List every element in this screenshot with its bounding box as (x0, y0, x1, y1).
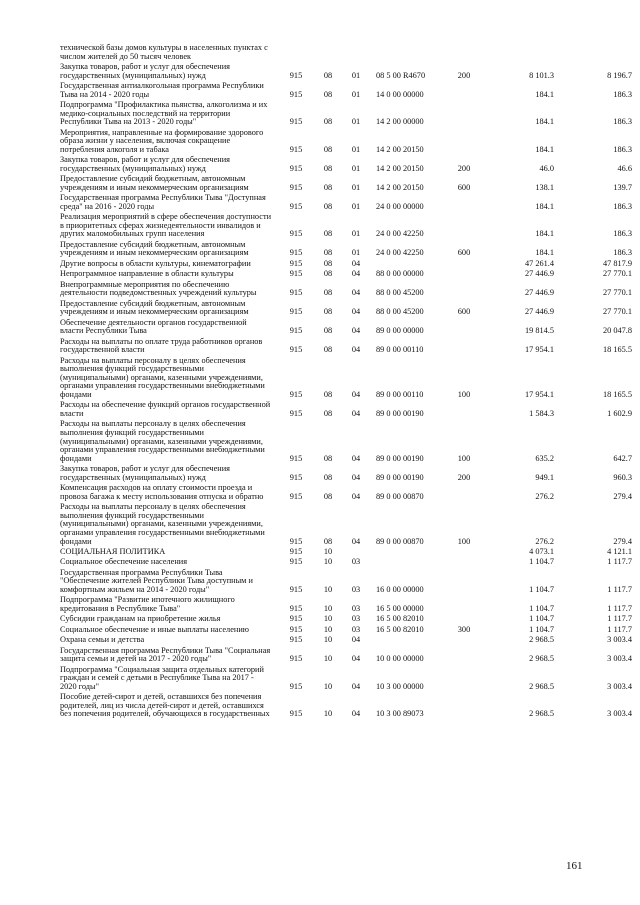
amount-year-1: 2 968.5 (529, 709, 554, 719)
amount-year-2: 20 047.8 (602, 326, 632, 336)
expense-type-code: 600 (457, 182, 471, 192)
amount-year-1: 27 446.9 (524, 288, 554, 298)
ministry-code: 915 (289, 163, 303, 173)
ministry-code: 915 (289, 584, 303, 594)
row-name-line: Предоставление субсидий бюджетным, автономным (60, 174, 246, 184)
row-name (60, 260, 282, 269)
row-name-line: кредитования в Республике Тыва" (60, 603, 181, 613)
row-name-line: фондами (60, 389, 92, 399)
row-name-line: Закупка товаров, работ и услуг для обеспечения (60, 155, 230, 165)
amount-year-2: 186.3 (613, 117, 632, 127)
ministry-code: 915 (289, 614, 303, 624)
target-article-code: 89 0 00 00190 (376, 453, 424, 463)
row-name-line: фондами (60, 536, 92, 546)
row-name-line: Непрограммное направление в области культуры (60, 269, 234, 279)
row-name-line: Субсидии гражданам на приобретение жилья (60, 614, 221, 624)
section-code: 08 (323, 389, 333, 399)
amount-year-1: 2 968.5 (529, 681, 554, 691)
row-name-line: Компенсация расходов на оплату стоимости проезда и (60, 483, 253, 493)
ministry-code: 915 (289, 624, 303, 634)
ministry-code: 915 (289, 144, 303, 154)
amount-year-2: 3 003.4 (607, 635, 632, 645)
row-name-line: образа жизни у населения, включая сокращение (60, 136, 231, 146)
subsection-code: 04 (351, 709, 361, 719)
amount-year-2: 279.4 (613, 491, 632, 501)
row-name-line: без попечения родителей, обучающихся в государственных (60, 709, 270, 719)
row-name (60, 615, 282, 624)
subsection-code: 04 (351, 389, 361, 399)
row-name-line: комфортным жильем на 2014 - 2020 годы" (60, 584, 210, 594)
amount-year-1: 19 814.5 (524, 326, 554, 336)
row-name-line: в приоритетных сферах жизнедеятельности инвалидов и (60, 220, 261, 230)
row-name-line: Охрана семьи и детства (60, 635, 145, 645)
ministry-code: 915 (289, 182, 303, 192)
row-name-line: Государственная программа Республики Тыва "Доступная (60, 193, 266, 203)
amount-year-1: 27 446.9 (524, 307, 554, 317)
expense-type-code: 600 (457, 248, 471, 258)
row-name-line: технической базы домов культуры в населенных пунктах с (60, 43, 268, 52)
section-code: 08 (323, 453, 333, 463)
row-name-line: потребления алкоголя и табака (60, 144, 169, 154)
amount-year-2: 46.6 (617, 163, 632, 173)
subsection-code: 01 (351, 229, 361, 239)
amount-year-2: 186.3 (613, 144, 632, 154)
row-name-line: провоза багажа к месту использования отпуска и обратно (60, 491, 264, 501)
subsection-code: 03 (351, 624, 361, 634)
row-name-line: учреждениям и иным некоммерческим организациям (60, 307, 249, 317)
subsection-code: 01 (351, 117, 361, 127)
section-code: 08 (323, 345, 333, 355)
row-name (60, 281, 282, 298)
expense-type-code: 100 (457, 536, 471, 546)
row-name-line: Государственная программа Республики Тыва (60, 567, 223, 577)
row-name-line: выполнения функций государственными (60, 427, 204, 437)
target-article-code: 14 2 00 20150 (376, 182, 424, 192)
amount-year-1: 1 104.7 (529, 557, 554, 567)
section-code: 08 (323, 536, 333, 546)
subsection-code: 04 (351, 345, 361, 355)
ministry-code: 915 (289, 288, 303, 298)
row-name-line: Внепрограммные мероприятия по обеспечению (60, 279, 230, 289)
amount-year-2: 4 121.1 (607, 547, 632, 556)
subsection-code: 04 (351, 635, 361, 645)
row-name-line: (муниципальными) органами, казенными учреждениями, (60, 519, 263, 529)
row-name-line: Государственная антиалкогольная программа Республики (60, 81, 264, 90)
section-code: 08 (323, 201, 333, 211)
section-code: 10 (323, 614, 333, 624)
row-name-line: 2020 годы" (60, 681, 99, 691)
amount-year-2: 27 770.1 (602, 269, 632, 279)
target-article-code: 10 3 00 00000 (376, 681, 424, 691)
row-name (60, 156, 282, 173)
ministry-code: 915 (289, 248, 303, 258)
ministry-code: 915 (289, 70, 303, 80)
target-article-code: 88 0 00 00000 (376, 269, 424, 279)
amount-year-2: 186.3 (613, 89, 632, 99)
target-article-code: 10 0 00 00000 (376, 654, 424, 664)
amount-year-1: 184.1 (535, 248, 554, 258)
section-code: 10 (323, 547, 333, 556)
amount-year-1: 8 101.3 (529, 70, 554, 80)
row-name-line: государственной власти (60, 345, 145, 355)
expense-type-code: 300 (457, 624, 471, 634)
amount-year-1: 1 104.7 (529, 584, 554, 594)
section-code: 08 (323, 89, 333, 99)
target-article-code: 10 3 00 89073 (376, 709, 424, 719)
row-name-line: Государственная программа Республики Тыва "Социальная (60, 645, 271, 655)
subsection-code: 04 (351, 536, 361, 546)
row-name-line: Закупка товаров, работ и услуг для обеспечения (60, 62, 230, 71)
amount-year-1: 46.0 (539, 163, 554, 173)
ministry-code: 915 (289, 345, 303, 355)
amount-year-1: 2 968.5 (529, 654, 554, 664)
amount-year-1: 17 954.1 (524, 345, 554, 355)
row-name (60, 44, 282, 61)
row-name-line: СОЦИАЛЬНАЯ ПОЛИТИКА (60, 547, 166, 556)
row-name-line: Расходы на выплаты персоналу в целях обеспечения (60, 502, 246, 512)
row-name (60, 194, 282, 211)
amount-year-2: 18 165.5 (602, 345, 632, 355)
amount-year-1: 4 073.1 (529, 547, 554, 556)
target-article-code: 24 0 00 00000 (376, 201, 424, 211)
amount-year-2: 186.3 (613, 201, 632, 211)
row-name-line: государственных (муниципальных) нужд (60, 70, 206, 80)
row-name-line: органами управления государственными внебюджетными (60, 445, 265, 455)
row-name-line: государственных (муниципальных) нужд (60, 472, 206, 482)
amount-year-1: 27 446.9 (524, 269, 554, 279)
row-name-line: учреждениям и иным некоммерческим организациям (60, 248, 249, 258)
amount-year-2: 1 117.7 (607, 614, 632, 624)
target-article-code: 89 0 00 00190 (376, 472, 424, 482)
target-article-code: 89 0 00 00870 (376, 491, 424, 501)
expense-type-code: 100 (457, 389, 471, 399)
row-name (60, 300, 282, 317)
subsection-code: 04 (351, 472, 361, 482)
section-code: 08 (323, 182, 333, 192)
row-name (60, 82, 282, 99)
ministry-code: 915 (289, 453, 303, 463)
amount-year-1: 184.1 (535, 144, 554, 154)
section-code: 08 (323, 491, 333, 501)
subsection-code: 01 (351, 163, 361, 173)
row-name (60, 175, 282, 192)
row-name (60, 420, 282, 463)
target-article-code: 14 2 00 00000 (376, 117, 424, 127)
amount-year-2: 1 117.7 (607, 557, 632, 567)
section-code: 10 (323, 654, 333, 664)
amount-year-2: 1 602.9 (607, 408, 632, 418)
row-name-line: выполнения функций государственными (60, 510, 204, 520)
target-article-code: 88 0 00 45200 (376, 288, 424, 298)
row-name-line: Тыва на 2014 - 2020 годы (60, 89, 150, 99)
row-name-line: Подпрограмма "Профилактика пьянства, алкоголизма и их (60, 100, 268, 109)
row-name-line: Расходы на обеспечение функций органов государственной (60, 400, 271, 410)
row-name (60, 636, 282, 645)
amount-year-2: 18 165.5 (602, 389, 632, 399)
subsection-code: 04 (351, 681, 361, 691)
row-name-line: деятельности подведомственных учреждений культуры (60, 288, 257, 298)
row-name-line: учреждениям и иным некоммерческим организациям (60, 182, 249, 192)
target-article-code: 88 0 00 45200 (376, 307, 424, 317)
ministry-code: 915 (289, 709, 303, 719)
row-name-line: защита семьи и детей на 2017 - 2020 годы" (60, 654, 212, 664)
target-article-code: 89 0 00 00870 (376, 536, 424, 546)
section-code: 08 (323, 326, 333, 336)
subsection-code: 01 (351, 70, 361, 80)
row-name (60, 503, 282, 546)
row-name (60, 101, 282, 127)
ministry-code: 915 (289, 258, 303, 268)
row-name-line: Социальное обеспечение и иные выплаты населению (60, 624, 249, 634)
amount-year-2: 139.7 (613, 182, 632, 192)
section-code: 08 (323, 117, 333, 127)
row-name (60, 569, 282, 595)
row-name-line: Подпрограмма "Социальная защита отдельных категорий (60, 664, 264, 674)
amount-year-1: 1 104.7 (529, 624, 554, 634)
ministry-code: 915 (289, 635, 303, 645)
ministry-code: 915 (289, 681, 303, 691)
subsection-code: 04 (351, 258, 361, 268)
subsection-code: 03 (351, 603, 361, 613)
row-name-line: Обеспечение деятельности органов государственной (60, 317, 247, 327)
row-name (60, 465, 282, 482)
amount-year-1: 184.1 (535, 89, 554, 99)
amount-year-2: 186.3 (613, 229, 632, 239)
ministry-code: 915 (289, 117, 303, 127)
ministry-code: 915 (289, 536, 303, 546)
subsection-code: 01 (351, 144, 361, 154)
amount-year-1: 276.2 (535, 536, 554, 546)
target-article-code: 14 0 00 00000 (376, 89, 424, 99)
row-name (60, 270, 282, 279)
section-code: 10 (323, 603, 333, 613)
ministry-code: 915 (289, 201, 303, 211)
subsection-code: 04 (351, 307, 361, 317)
section-code: 08 (323, 229, 333, 239)
ministry-code: 915 (289, 408, 303, 418)
ministry-code: 915 (289, 654, 303, 664)
row-name-line: (муниципальными) органами, казенными учреждениями, (60, 436, 263, 446)
row-name-line: Другие вопросы в области культуры, кинематографии (60, 258, 251, 268)
page-number: 161 (566, 860, 583, 872)
row-name-line: Реализация мероприятий в сфере обеспечения доступности (60, 212, 272, 222)
ministry-code: 915 (289, 269, 303, 279)
amount-year-2: 3 003.4 (607, 654, 632, 664)
target-article-code: 89 0 00 00000 (376, 326, 424, 336)
row-name-line: Расходы на выплаты по оплате труда работников органов (60, 336, 263, 346)
row-name-line: Подпрограмма "Развитие ипотечного жилищного (60, 595, 235, 605)
row-name (60, 63, 282, 80)
amount-year-2: 27 770.1 (602, 307, 632, 317)
target-article-code: 16 5 00 00000 (376, 603, 424, 613)
target-article-code: 08 5 00 R4670 (376, 70, 426, 80)
row-name-line: Пособие детей-сирот и детей, оставшихся без попечения (60, 692, 262, 702)
amount-year-1: 138.1 (535, 182, 554, 192)
row-name-line: граждан и семей с детьми в Республике Тыва на 2017 - (60, 673, 254, 683)
ministry-code: 915 (289, 307, 303, 317)
row-name-line: Предоставление субсидий бюджетным, автономным (60, 239, 246, 249)
amount-year-2: 960.3 (613, 472, 632, 482)
amount-year-1: 184.1 (535, 117, 554, 127)
amount-year-1: 1 104.7 (529, 603, 554, 613)
target-article-code: 14 2 00 20150 (376, 163, 424, 173)
target-article-code: 14 2 00 20150 (376, 144, 424, 154)
amount-year-2: 8 196.7 (607, 70, 632, 80)
row-name-line: органами управления государственными внебюджетными (60, 381, 265, 391)
subsection-code: 04 (351, 453, 361, 463)
row-name-line: Республики Тыва на 2013 - 2020 годы" (60, 117, 197, 127)
section-code: 10 (323, 709, 333, 719)
expense-type-code: 600 (457, 307, 471, 317)
row-name-line: органами управления государственными внебюджетными (60, 527, 265, 537)
section-code: 10 (323, 557, 333, 567)
ministry-code: 915 (289, 326, 303, 336)
row-name (60, 558, 282, 567)
amount-year-1: 276.2 (535, 491, 554, 501)
subsection-code: 04 (351, 408, 361, 418)
row-name (60, 647, 282, 664)
subsection-code: 01 (351, 182, 361, 192)
amount-year-2: 27 770.1 (602, 288, 632, 298)
row-name (60, 693, 282, 719)
row-name-line: медико-социальных последствий на территории (60, 108, 231, 118)
amount-year-1: 2 968.5 (529, 635, 554, 645)
row-name (60, 548, 282, 557)
amount-year-1: 184.1 (535, 229, 554, 239)
section-code: 10 (323, 624, 333, 634)
subsection-code: 04 (351, 491, 361, 501)
section-code: 08 (323, 307, 333, 317)
amount-year-2: 642.7 (613, 453, 632, 463)
subsection-code: 01 (351, 89, 361, 99)
ministry-code: 915 (289, 547, 303, 556)
ministry-code: 915 (289, 491, 303, 501)
target-article-code: 24 0 00 42250 (376, 248, 424, 258)
amount-year-1: 1 584.3 (529, 408, 554, 418)
expense-type-code: 100 (457, 453, 471, 463)
row-name-line: "Обеспечение жителей Республики Тыва доступным и (60, 576, 253, 586)
section-code: 10 (323, 584, 333, 594)
expense-type-code: 200 (457, 472, 471, 482)
target-article-code: 16 0 00 00000 (376, 584, 424, 594)
amount-year-1: 17 954.1 (524, 389, 554, 399)
row-name-line: Расходы на выплаты персоналу в целях обеспечения (60, 355, 246, 365)
amount-year-2: 47 817.9 (602, 258, 632, 268)
expense-type-code: 200 (457, 70, 471, 80)
amount-year-2: 3 003.4 (607, 681, 632, 691)
subsection-code: 04 (351, 654, 361, 664)
row-name-line: Предоставление субсидий бюджетным, автономным (60, 298, 246, 308)
row-name (60, 596, 282, 613)
row-name (60, 338, 282, 355)
expense-type-code: 200 (457, 163, 471, 173)
row-name (60, 401, 282, 418)
section-code: 08 (323, 248, 333, 258)
row-name-line: среда" на 2016 - 2020 годы (60, 201, 155, 211)
subsection-code: 04 (351, 288, 361, 298)
amount-year-2: 1 117.7 (607, 584, 632, 594)
target-article-code: 89 0 00 00110 (376, 389, 424, 399)
ministry-code: 915 (289, 89, 303, 99)
amount-year-1: 635.2 (535, 453, 554, 463)
amount-year-2: 186.3 (613, 248, 632, 258)
section-code: 08 (323, 472, 333, 482)
ministry-code: 915 (289, 557, 303, 567)
subsection-code: 03 (351, 614, 361, 624)
row-name-line: числом жителей до 50 тысяч человек (60, 51, 192, 61)
amount-year-2: 1 117.7 (607, 603, 632, 613)
target-article-code: 89 0 00 00190 (376, 408, 424, 418)
subsection-code: 03 (351, 557, 361, 567)
row-name-line: (муниципальными) органами, казенными учреждениями, (60, 372, 263, 382)
amount-year-1: 1 104.7 (529, 614, 554, 624)
ministry-code: 915 (289, 229, 303, 239)
subsection-code: 03 (351, 584, 361, 594)
row-name (60, 319, 282, 336)
section-code: 10 (323, 681, 333, 691)
section-code: 08 (323, 408, 333, 418)
amount-year-1: 47 261.4 (524, 258, 554, 268)
section-code: 08 (323, 288, 333, 298)
row-name (60, 626, 282, 635)
ministry-code: 915 (289, 389, 303, 399)
target-article-code: 24 0 00 42250 (376, 229, 424, 239)
row-name-line: власти Республики Тыва (60, 326, 147, 336)
row-name (60, 357, 282, 400)
subsection-code: 04 (351, 269, 361, 279)
amount-year-2: 1 117.7 (607, 624, 632, 634)
section-code: 08 (323, 269, 333, 279)
section-code: 08 (323, 70, 333, 80)
row-name-line: Закупка товаров, работ и услуг для обеспечения (60, 464, 230, 474)
row-name-line: родителей, лиц из числа детей-сирот и детей, оставшихся (60, 700, 264, 710)
row-name (60, 129, 282, 155)
ministry-code: 915 (289, 603, 303, 613)
amount-year-2: 279.4 (613, 536, 632, 546)
row-name-line: фондами (60, 453, 92, 463)
subsection-code: 01 (351, 248, 361, 258)
subsection-code: 04 (351, 326, 361, 336)
row-name-line: Социальное обеспечение населения (60, 557, 188, 567)
row-name (60, 666, 282, 692)
row-name-line: Расходы на выплаты персоналу в целях обеспечения (60, 419, 246, 429)
amount-year-1: 949.1 (535, 472, 554, 482)
amount-year-1: 184.1 (535, 201, 554, 211)
row-name-line: власти (60, 408, 84, 418)
section-code: 10 (323, 635, 333, 645)
ministry-code: 915 (289, 472, 303, 482)
target-article-code: 16 5 00 82010 (376, 614, 424, 624)
target-article-code: 89 0 00 00110 (376, 345, 424, 355)
row-name-line: Мероприятия, направленные на формирование здорового (60, 127, 264, 137)
target-article-code: 16 5 00 82010 (376, 624, 424, 634)
row-name-line: других маломобильных групп населения (60, 229, 205, 239)
row-name-line: государственных (муниципальных) нужд (60, 163, 206, 173)
section-code: 08 (323, 144, 333, 154)
amount-year-2: 3 003.4 (607, 709, 632, 719)
row-name (60, 484, 282, 501)
row-name-line: выполнения функций государственными (60, 364, 204, 374)
section-code: 08 (323, 258, 333, 268)
row-name (60, 241, 282, 258)
subsection-code: 01 (351, 201, 361, 211)
row-name (60, 213, 282, 239)
section-code: 08 (323, 163, 333, 173)
